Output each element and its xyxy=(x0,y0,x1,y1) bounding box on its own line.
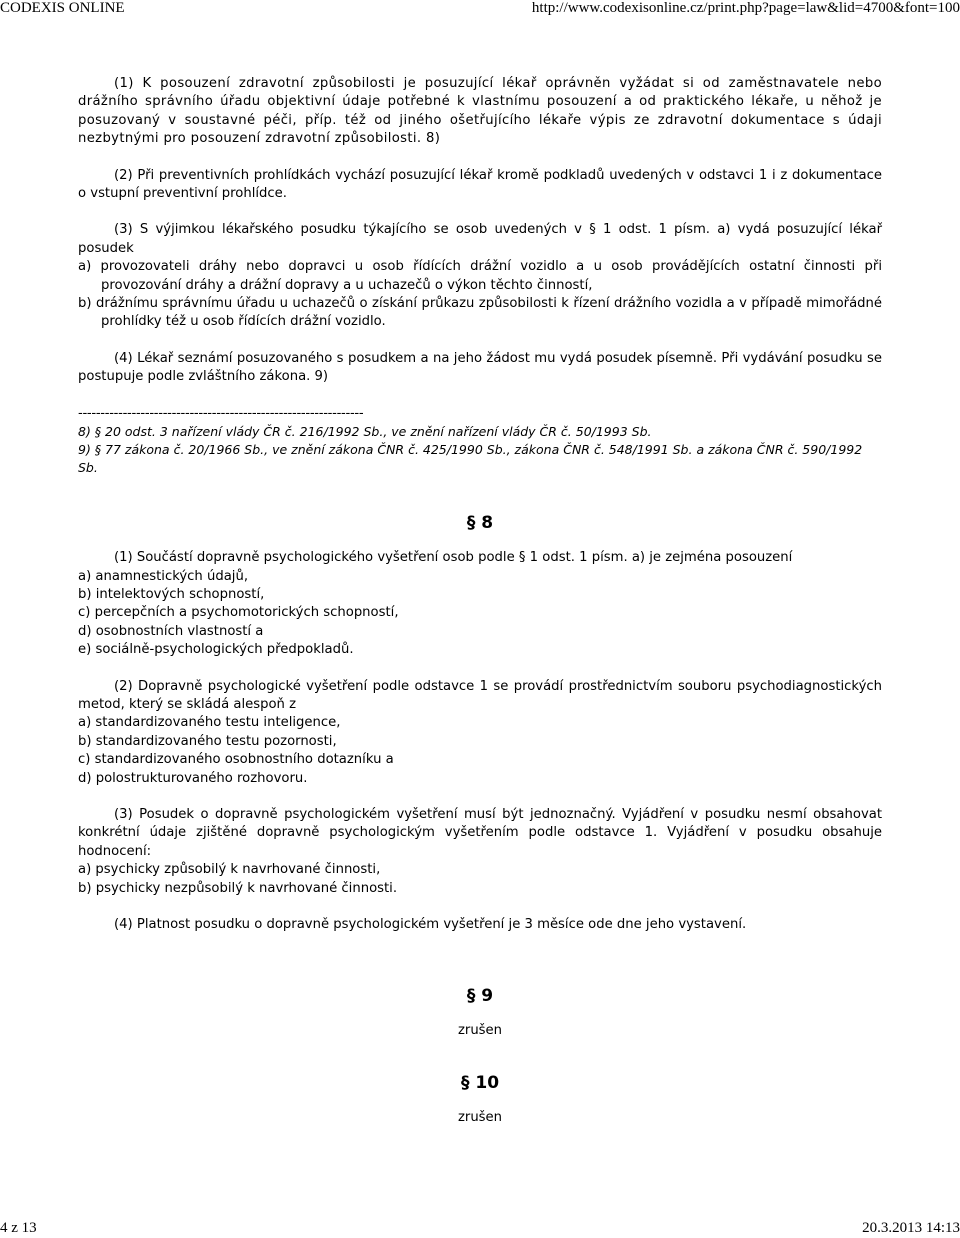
list-item: a) anamnestických údajů, xyxy=(78,568,249,584)
section-8-heading: § 8 xyxy=(466,513,494,534)
section7-paragraph-2: (2) Při preventivních prohlídkách vychází posuzující lékař kromě podkladů uvedených v odstavci 1 i z dokumentace o vstupní preventivní prohlídce. xyxy=(78,167,882,202)
section7-paragraph-4: (4) Lékař seznámí posuzovaného s posudkem a na jeho žádost mu vydá posudek písemně. Při vydávání posudku se postupuje podle zvláštního zákona. 9) xyxy=(78,350,882,385)
list-item: b) standardizovaného testu pozornosti, xyxy=(78,733,337,749)
section8-list-3 xyxy=(78,861,882,898)
list-item: c) standardizovaného osobnostního dotazníku a xyxy=(78,752,394,768)
footnote-8: 8) § 20 odst. 3 nařízení vlády ČR č. 216/1992 Sb., ve znění nařízení vlády ČR č. 50/1993 Sb. xyxy=(78,424,652,440)
list-item: c) percepčních a psychomotorických schopností, xyxy=(78,605,399,621)
list-item: b) intelektových schopností, xyxy=(78,586,265,602)
section7-item-b: b) drážnímu správnímu úřadu u uchazečů o získání průkazu způsobilosti k řízení drážního vozidla a v případě mimořádné prohlídky též u osob řídících drážní vozidlo. xyxy=(78,296,882,330)
list-item: a) standardizovaného testu inteligence, xyxy=(78,715,341,731)
section8-paragraph-1: (1) Součástí dopravně psychologického vyšetření osob podle § 1 odst. 1 písm. a) je zejména posouzení xyxy=(114,550,793,566)
list-item: e) sociálně-psychologických předpokladů. xyxy=(78,642,354,658)
section8-list-2 xyxy=(78,714,882,788)
section8-paragraph-2: (2) Dopravně psychologické vyšetření podle odstavce 1 se provádí prostřednictvím souboru psychodiagnostických metod, který se skládá alespoň z xyxy=(78,678,882,712)
page-counter: 4 z 13 xyxy=(0,1220,37,1236)
site-name: CODEXIS ONLINE xyxy=(0,0,125,16)
section-9-heading: § 9 xyxy=(466,986,494,1007)
page-url: http://www.codexisonline.cz/print.php?page=law&lid=4700&font=100 xyxy=(531,0,960,16)
list-item: a) psychicky způsobilý k navrhované činnosti, xyxy=(78,862,381,878)
print-datetime: 20.3.2013 14:13 xyxy=(862,1220,960,1236)
section8-paragraph-4: (4) Platnost posudku o dopravně psychologickém vyšetření je 3 měsíce ode dne jeho vystavení. xyxy=(114,917,747,932)
section7-paragraph-3: (3) S výjimkou lékařského posudku týkajícího se osob uvedených v § 1 odst. 1 písm. a) vydá posuzující lékař posudek xyxy=(78,222,882,256)
footnote-9: 9) § 77 zákona č. 20/1966 Sb., ve znění zákona ČNR č. 425/1990 Sb., zákona ČNR č. 548/1991 Sb. a zákona ČNR č. 590/1992 Sb. xyxy=(78,442,863,476)
section7-item-a: a) provozovateli dráhy nebo dopravci u osob řídících drážní vozidlo a u osob provádějících ostatní činnosti při provozování dráhy a drážní dopravy a u uchazečů o výkon těchto činností, xyxy=(78,259,882,293)
list-item: d) osobnostních vlastností a xyxy=(78,623,264,639)
document-body xyxy=(78,75,882,1127)
section7-paragraph-1: (1) K posouzení zdravotní způsobilosti je posuzující lékař oprávněn vyžádat si od zaměstnavatele nebo drážního správního úřadu objektivní údaje potřebné k vlastnímu posouzení a od praktického lékaře, u něhož je posuzovaný v soustavné péči, příp. též od jiného ošetřujícího lékaře výpis ze zdravotní dokumentace s údaji nezbytnými pro posouzení zdravotní způsobilosti. 8) xyxy=(78,76,882,147)
list-item: b) psychicky nezpůsobilý k navrhované činnosti. xyxy=(78,880,398,896)
list-item: d) polostrukturovaného rozhovoru. xyxy=(78,770,308,786)
section-10-status: zrušen xyxy=(457,1109,503,1125)
footnote-separator: ---------------------------------------------------------------- xyxy=(78,405,364,421)
section-10-heading: § 10 xyxy=(460,1072,500,1093)
section8-paragraph-3: (3) Posudek o dopravně psychologickém vyšetření musí být jednoznačný. Vyjádření v posudku nesmí obsahovat konkrétní údaje zjištěné dopravně psychologickým vyšetřením podle odstavce 1. Vyjádření v posudku obsahuje hodnocení: xyxy=(78,806,882,859)
section-9-status: zrušen xyxy=(457,1023,503,1039)
section8-list-1 xyxy=(78,568,882,660)
